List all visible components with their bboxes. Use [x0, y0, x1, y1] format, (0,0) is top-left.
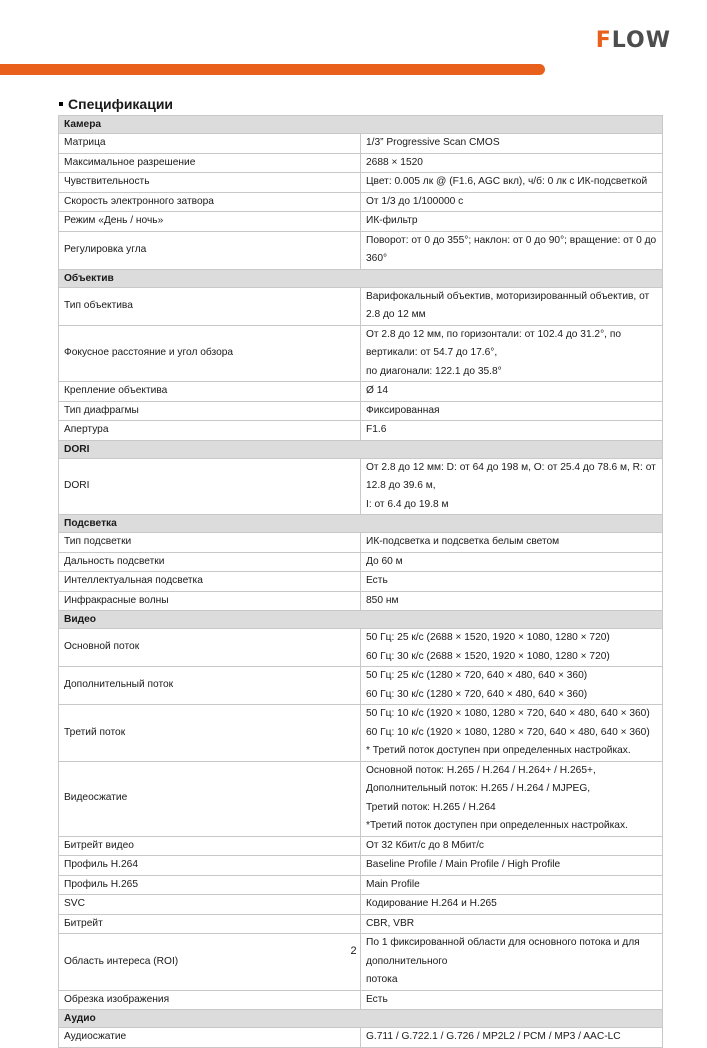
- spec-key: Инфракрасные волны: [59, 591, 361, 611]
- spec-value-line: Main Profile: [366, 878, 420, 890]
- spec-key: Апертура: [59, 421, 361, 441]
- spec-value: [361, 153, 663, 173]
- spec-value-line: * Третий поток доступен при определенных настройках.: [366, 745, 631, 756]
- spec-value: [361, 836, 663, 856]
- spec-value-line: Ø 14: [366, 385, 389, 396]
- spec-key: Профиль H.264: [59, 856, 361, 876]
- spec-value: [361, 856, 663, 876]
- spec-value: [361, 705, 663, 762]
- page-number: 2: [350, 945, 357, 957]
- logo-text: LOW: [611, 28, 671, 53]
- table-row: [59, 134, 663, 154]
- table-row: [59, 421, 663, 441]
- spec-value: [361, 231, 663, 269]
- table-row: [59, 287, 663, 325]
- spec-value-line: Кодирование H.264 и H.265: [366, 898, 497, 909]
- spec-value: [361, 629, 663, 667]
- spec-value: [361, 212, 663, 232]
- spec-value-line: CBR, VBR: [366, 917, 415, 929]
- table-row: [59, 875, 663, 895]
- spec-key: Регулировка угла: [59, 231, 361, 269]
- table-row: [59, 173, 663, 193]
- spec-key: Интеллектуальная подсветка: [59, 572, 361, 592]
- section-title: Подсветка: [59, 515, 663, 533]
- spec-value-line: 1/3” Progressive Scan CMOS: [366, 137, 500, 148]
- table-row: [59, 192, 663, 212]
- spec-value: [361, 192, 663, 212]
- spec-value: [361, 572, 663, 592]
- spec-key: Дополнительный поток: [59, 667, 361, 705]
- spec-value-line: 50 Гц: 25 к/с (1280 × 720, 640 × 480, 640 × 360): [366, 670, 588, 681]
- table-row: [59, 761, 663, 836]
- spec-value-line: ИК-фильтр: [366, 215, 418, 226]
- spec-key: Битрейт: [59, 914, 361, 934]
- table-row: [59, 591, 663, 611]
- spec-value-line: 60 Гц: 10 к/с (1920 × 1080, 1280 × 720, 640 × 480, 640 × 360): [366, 726, 650, 738]
- spec-value: [361, 1028, 663, 1048]
- table-row: [59, 914, 663, 934]
- spec-value-line: Baseline Profile / Main Profile / High Profile: [366, 859, 561, 870]
- section-title: Камера: [59, 116, 663, 134]
- section-header-row: [59, 269, 663, 287]
- spec-value: [361, 382, 663, 402]
- spec-value: [361, 552, 663, 572]
- spec-key: Видеосжатие: [59, 761, 361, 836]
- table-row: [59, 629, 663, 667]
- spec-key: Тип объектива: [59, 287, 361, 325]
- table-row: [59, 667, 663, 705]
- table-row: [59, 401, 663, 421]
- section-title: Видео: [59, 611, 663, 629]
- spec-value-line: Варифокальный объектив, моторизированный объектив, от 2.8 до 12 мм: [366, 290, 650, 320]
- header-accent-band: [0, 64, 545, 75]
- spec-value: [361, 458, 663, 515]
- spec-value-line: Поворот: от 0 до 355°; наклон: от 0 до 90°; вращение: от 0 до 360°: [366, 234, 657, 264]
- spec-value: [361, 533, 663, 553]
- section-header-row: [59, 515, 663, 533]
- spec-key: Область интереса (ROI): [59, 934, 361, 991]
- section-header-row: [59, 1010, 663, 1028]
- table-row: [59, 895, 663, 915]
- spec-value: [361, 934, 663, 991]
- spec-value-line: Есть: [366, 575, 388, 586]
- page-title-text: Спецификации: [68, 96, 174, 112]
- spec-value-line: Основной поток: H.265 / H.264 / H.264+ / H.265+,: [366, 764, 596, 776]
- spec-value-line: по диагонали: 122.1 до 35.8°: [366, 365, 502, 377]
- spec-value: [361, 914, 663, 934]
- table-row: [59, 1028, 663, 1048]
- spec-key: Третий поток: [59, 705, 361, 762]
- section-header-row: [59, 116, 663, 134]
- spec-key: Битрейт видео: [59, 836, 361, 856]
- spec-value-line: F1.6: [366, 424, 387, 435]
- spec-value-line: 60 Гц: 30 к/с (1280 × 720, 640 × 480, 640 × 360): [366, 688, 588, 700]
- table-row: [59, 231, 663, 269]
- brand-logo: [596, 28, 671, 53]
- spec-value-line: G.711 / G.722.1 / G.726 / MP2L2 / PCM / MP3 / AAC-LC: [366, 1031, 621, 1042]
- spec-value-line: 50 Гц: 10 к/с (1920 × 1080, 1280 × 720, 640 × 480, 640 × 360): [366, 708, 650, 719]
- spec-value-line: От 32 Кбит/с до 8 Мбит/с: [366, 839, 485, 851]
- table-row: [59, 572, 663, 592]
- spec-value: [361, 325, 663, 382]
- spec-value-line: Фиксированная: [366, 404, 440, 416]
- spec-value-line: потока: [366, 974, 398, 985]
- spec-value-line: Цвет: 0.005 лк @ (F1.6, AGC вкл), ч/б: 0 лк с ИК-подсветкой: [366, 176, 648, 187]
- spec-key: Скорость электронного затвора: [59, 192, 361, 212]
- table-row: [59, 325, 663, 382]
- table-row: [59, 705, 663, 762]
- spec-key: Профиль H.265: [59, 875, 361, 895]
- spec-value-line: До 60 м: [366, 555, 403, 567]
- spec-key: Тип подсветки: [59, 533, 361, 553]
- table-row: [59, 153, 663, 173]
- spec-value: [361, 591, 663, 611]
- spec-value-line: Дополнительный поток: H.265 / H.264 / MJPEG,: [366, 783, 591, 794]
- spec-value-line: I: от 6.4 до 19.8 м: [366, 498, 449, 510]
- spec-key: Основной поток: [59, 629, 361, 667]
- spec-key: Обрезка изображения: [59, 990, 361, 1010]
- section-header-row: [59, 440, 663, 458]
- spec-key: SVC: [59, 895, 361, 915]
- spec-key: Крепление объектива: [59, 382, 361, 402]
- spec-value-line: 50 Гц: 25 к/с (2688 × 1520, 1920 × 1080, 1280 × 720): [366, 632, 610, 643]
- section-header-row: [59, 611, 663, 629]
- spec-value-line: По 1 фиксированной области для основного потока и для дополнительного: [366, 937, 640, 967]
- spec-value-line: От 2.8 до 12 мм, по горизонтали: от 102.4 до 31.2°, по вертикали: от 54.7 до 17.6°,: [366, 328, 622, 358]
- table-row: [59, 382, 663, 402]
- spec-key: Аудиосжатие: [59, 1028, 361, 1048]
- spec-value-line: От 2.8 до 12 мм: D: от 64 до 198 м, O: от 25.4 до 78.6 м, R: от 12.8 до 39.6 м,: [366, 461, 656, 491]
- spec-value-line: 60 Гц: 30 к/с (2688 × 1520, 1920 × 1080, 1280 × 720): [366, 650, 610, 662]
- page-title: [59, 96, 173, 112]
- spec-key: DORI: [59, 458, 361, 515]
- spec-value: [361, 667, 663, 705]
- spec-key: Фокусное расстояние и угол обзора: [59, 325, 361, 382]
- spec-key: Чувствительность: [59, 173, 361, 193]
- bullet-square-icon: [59, 102, 63, 106]
- spec-value: [361, 761, 663, 836]
- section-title: Аудио: [59, 1010, 663, 1028]
- spec-key: Матрица: [59, 134, 361, 154]
- spec-value-line: От 1/3 до 1/100000 с: [366, 195, 464, 207]
- spec-value: [361, 287, 663, 325]
- spec-key: Режим «День / ночь»: [59, 212, 361, 232]
- table-row: [59, 836, 663, 856]
- spec-value: [361, 173, 663, 193]
- table-row: [59, 856, 663, 876]
- table-row: [59, 533, 663, 553]
- table-row: [59, 934, 663, 991]
- spec-value: [361, 421, 663, 441]
- spec-table: [58, 115, 663, 1048]
- logo-letter-f: F: [595, 28, 612, 53]
- spec-value-line: 850 нм: [366, 594, 399, 606]
- table-row: [59, 552, 663, 572]
- spec-value: [361, 875, 663, 895]
- spec-value-line: ИК-подсветка и подсветка белым светом: [366, 536, 560, 547]
- table-row: [59, 458, 663, 515]
- spec-value: [361, 895, 663, 915]
- spec-value: [361, 134, 663, 154]
- spec-key: Тип диафрагмы: [59, 401, 361, 421]
- spec-key: Максимальное разрешение: [59, 153, 361, 173]
- spec-value-line: Есть: [366, 993, 388, 1005]
- spec-value-line: Третий поток: H.265 / H.264: [366, 801, 496, 813]
- spec-value: [361, 401, 663, 421]
- section-title: DORI: [59, 440, 663, 458]
- spec-value-line: *Третий поток доступен при определенных настройках.: [366, 820, 628, 831]
- spec-key: Дальность подсветки: [59, 552, 361, 572]
- table-row: [59, 212, 663, 232]
- section-title: Объектив: [59, 269, 663, 287]
- spec-value-line: 2688 × 1520: [366, 156, 423, 168]
